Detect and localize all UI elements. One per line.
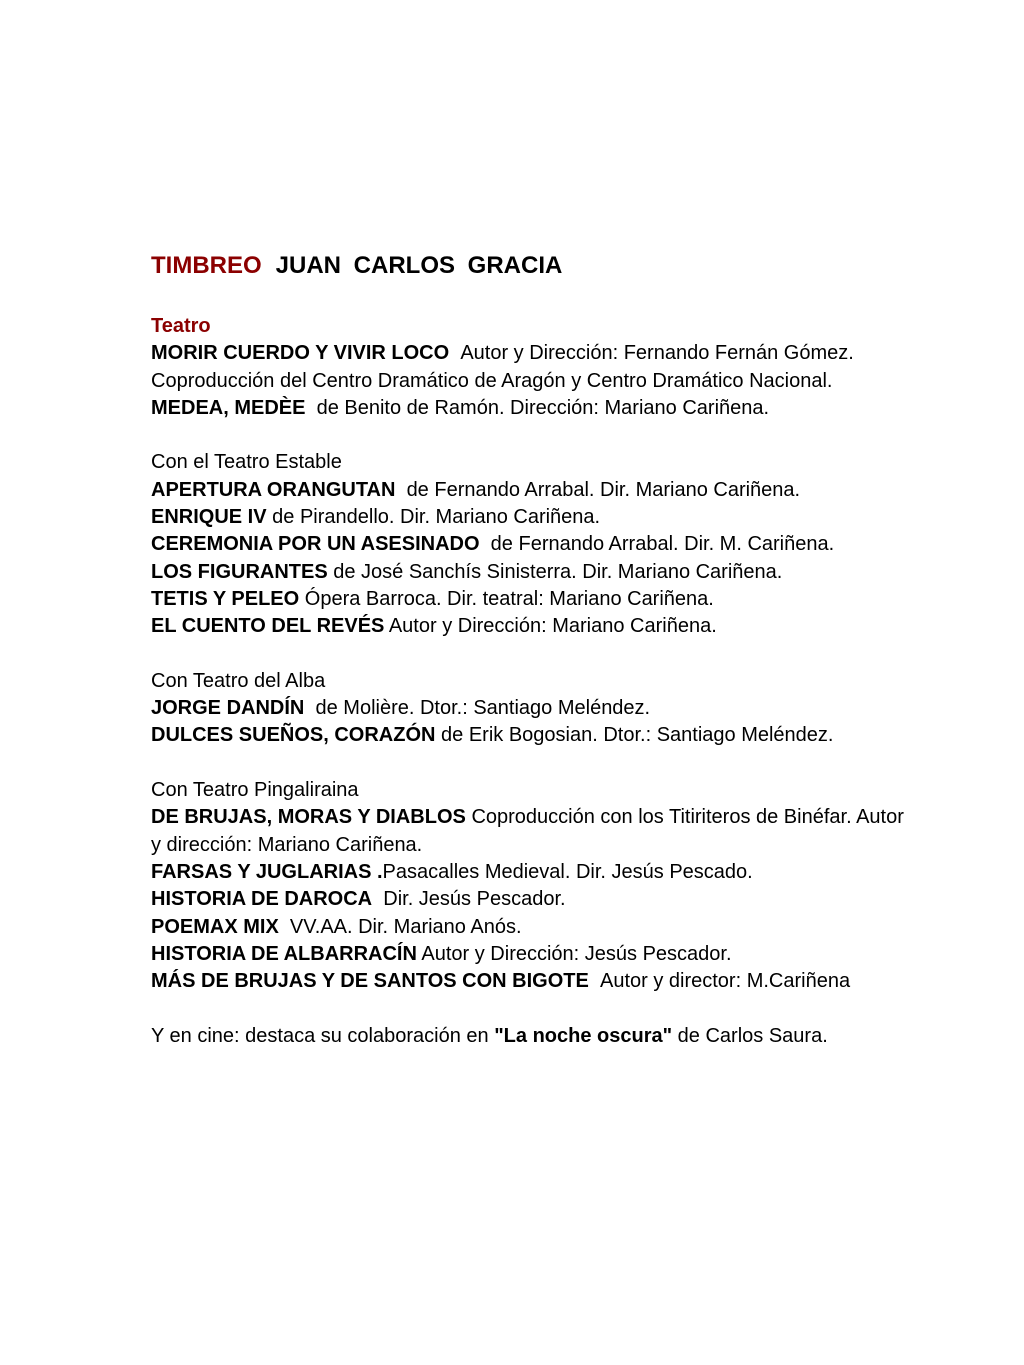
credit-entry bbox=[151, 340, 911, 395]
credit-detail: Ópera Barroca. Dir. teatral: Mariano Cariñena. bbox=[304, 587, 714, 610]
credit-entry bbox=[151, 695, 911, 722]
credit-title: HISTORIA DE ALBARRACÍN bbox=[151, 942, 417, 965]
credit-title: MEDEA, MEDÈE bbox=[151, 396, 306, 419]
credit-title: DULCES SUEÑOS, CORAZÓN bbox=[151, 724, 436, 747]
credit-detail: Autor y director: M.Cariñena bbox=[599, 970, 851, 993]
credit-title: POEMAX MIX bbox=[151, 915, 279, 938]
resume-page bbox=[151, 248, 911, 1050]
credit-entry bbox=[151, 395, 911, 422]
credit-detail: Dir. Jesús Pescador. bbox=[383, 888, 566, 911]
credit-title: DE BRUJAS, MORAS Y DIABLOS bbox=[151, 806, 466, 829]
heading-name: JUAN CARLOS GRACIA bbox=[275, 252, 563, 279]
credit-detail: de Erik Bogosian. Dtor.: Santiago Meléndez. bbox=[441, 724, 834, 747]
credit-entry bbox=[151, 531, 911, 558]
cinema-before: Y en cine: destaca su colaboración en bbox=[151, 1024, 489, 1047]
company-intro: Con Teatro del Alba bbox=[151, 669, 326, 692]
credit-entry bbox=[151, 504, 911, 531]
section-title: Teatro bbox=[151, 315, 211, 337]
credit-title: CEREMONIA POR UN ASESINADO bbox=[151, 533, 480, 556]
credit-detail: VV.AA. Dir. Mariano Anós. bbox=[289, 915, 522, 938]
credit-title: MORIR CUERDO Y VIVIR LOCO bbox=[151, 342, 450, 365]
spacer bbox=[151, 750, 911, 777]
credit-detail: de Molière. Dtor.: Santiago Meléndez. bbox=[315, 697, 651, 720]
credit-detail: de Benito de Ramón. Dirección: Mariano Cariñena. bbox=[316, 396, 770, 419]
credit-entry bbox=[151, 613, 911, 640]
heading-label: TIMBREO bbox=[151, 252, 262, 279]
credit-detail: Autor y Dirección: Mariano Cariñena. bbox=[388, 615, 717, 638]
credit-detail: Coproducción con los Titiriteros de Binéfar. Autor y dirección: Mariano Cariñena. bbox=[151, 806, 904, 856]
cinema-after: de Carlos Saura. bbox=[677, 1024, 828, 1047]
credit-entry bbox=[151, 859, 911, 886]
spacer bbox=[151, 641, 911, 668]
credit-entry bbox=[151, 804, 911, 859]
credit-title: LOS FIGURANTES bbox=[151, 560, 328, 583]
credit-detail: de Fernando Arrabal. Dir. M. Cariñena. bbox=[490, 533, 835, 556]
credit-title: APERTURA ORANGUTAN bbox=[151, 478, 396, 501]
credit-detail: Autor y Dirección: Jesús Pescador. bbox=[421, 942, 732, 965]
cinema-note bbox=[151, 1023, 911, 1050]
page-heading bbox=[151, 248, 911, 284]
credit-title: TETIS Y PELEO bbox=[151, 587, 300, 610]
credit-entry bbox=[151, 586, 911, 613]
credit-detail: de José Sanchís Sinisterra. Dir. Mariano Cariñena. bbox=[333, 560, 783, 583]
company-intro: Con Teatro Pingaliraina bbox=[151, 779, 359, 802]
credit-title: EL CUENTO DEL REVÉS bbox=[151, 615, 385, 638]
spacer bbox=[151, 995, 911, 1022]
credit-entry bbox=[151, 886, 911, 913]
credit-entry bbox=[151, 914, 911, 941]
credit-entry bbox=[151, 722, 911, 749]
credit-entry bbox=[151, 559, 911, 586]
credit-title: FARSAS Y JUGLARIAS . bbox=[151, 860, 383, 883]
credit-detail: de Fernando Arrabal. Dir. Mariano Cariñena. bbox=[406, 478, 801, 501]
credit-entry bbox=[151, 968, 911, 995]
credit-entry bbox=[151, 477, 911, 504]
credit-title: MÁS DE BRUJAS Y DE SANTOS CON BIGOTE bbox=[151, 970, 589, 993]
credit-detail: Pasacalles Medieval. Dir. Jesús Pescado. bbox=[382, 860, 753, 883]
spacer bbox=[151, 422, 911, 449]
credit-detail: Autor y Dirección: Fernando Fernán Gómez. Coproducción del Centro Dramático de Aragón y Centro Dramático Nacional. bbox=[151, 342, 854, 392]
credit-title: HISTORIA DE DAROCA bbox=[151, 888, 373, 911]
credit-title: ENRIQUE IV bbox=[151, 506, 267, 529]
credit-detail: de Pirandello. Dir. Mariano Cariñena. bbox=[272, 506, 601, 529]
company-intro: Con el Teatro Estable bbox=[151, 451, 342, 474]
cinema-film: "La noche oscura" bbox=[494, 1024, 673, 1047]
credit-title: JORGE DANDÍN bbox=[151, 697, 305, 720]
credit-entry bbox=[151, 941, 911, 968]
